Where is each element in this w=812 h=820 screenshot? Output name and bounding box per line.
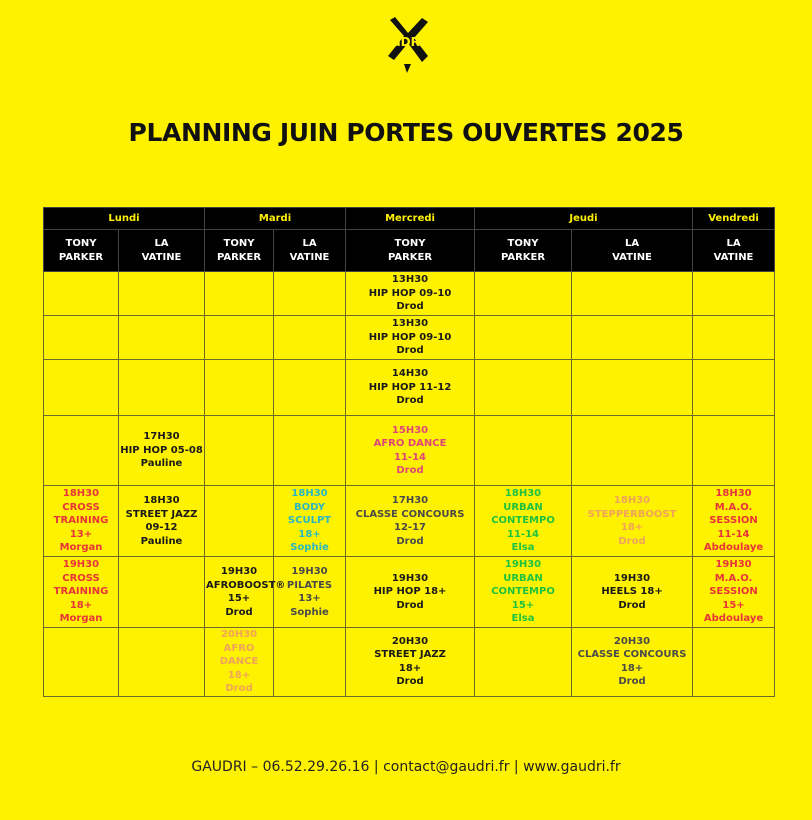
page-title: PLANNING JUIN PORTES OUVERTES 2025: [128, 118, 684, 147]
empty-slot: [119, 557, 205, 628]
class-teacher: Abdoulaye: [703, 613, 764, 625]
schedule-table: [43, 207, 775, 697]
class-info: STREET JAZZ: [374, 649, 446, 661]
class-slot: [572, 486, 693, 557]
class-info: HEELS 18+: [601, 586, 663, 598]
empty-slot: [572, 316, 693, 360]
class-teacher: Drod: [225, 683, 253, 694]
empty-slot: [475, 416, 572, 486]
venue-header: [346, 230, 475, 272]
class-info: STREET JAZZ: [125, 508, 198, 520]
class-time: 15H30: [391, 424, 429, 436]
venue-header: [205, 230, 274, 272]
venue-label-line: LA: [302, 238, 317, 249]
class-time: 14H30: [391, 368, 429, 380]
venue-label-line: TONY: [65, 238, 97, 249]
empty-slot: [693, 272, 775, 316]
empty-slot: [44, 272, 119, 316]
class-info: TRAINING: [53, 586, 109, 598]
empty-slot: [119, 360, 205, 416]
class-slot: [274, 486, 346, 557]
class-slot: [346, 628, 475, 697]
empty-slot: [119, 628, 205, 697]
venue-label-line: LA: [726, 238, 741, 249]
empty-slot: [44, 316, 119, 360]
empty-slot: [205, 272, 274, 316]
class-info: 15+: [511, 599, 535, 611]
empty-slot: [572, 360, 693, 416]
class-slot: [475, 486, 572, 557]
empty-slot: [572, 272, 693, 316]
class-info: HIP HOP 09-10: [368, 287, 452, 299]
class-teacher: Drod: [618, 676, 646, 688]
empty-slot: [693, 416, 775, 486]
class-time: 17H30: [143, 431, 180, 443]
class-info: HIP HOP 05-08: [120, 444, 203, 456]
logo-brush-x-icon: [384, 16, 432, 74]
class-slot: [44, 557, 119, 628]
schedule-row: [44, 416, 775, 486]
empty-slot: [475, 628, 572, 697]
venue-header: [572, 230, 693, 272]
class-slot: [346, 486, 475, 557]
day-header-vendredi: Vendredi: [693, 208, 775, 230]
class-time: 20H30: [220, 629, 258, 640]
empty-slot: [274, 416, 346, 486]
class-time: 19H30: [62, 559, 100, 571]
venue-label-line: PARKER: [58, 251, 104, 263]
class-time: 18H30: [715, 488, 752, 500]
class-teacher: Morgan: [59, 542, 103, 554]
empty-slot: [475, 360, 572, 416]
class-info: CLASSE CONCOURS 12-17: [355, 508, 465, 533]
schedule-row: [44, 486, 775, 557]
empty-slot: [572, 416, 693, 486]
class-info: 18+: [620, 522, 644, 533]
venue-label-line: PARKER: [216, 251, 262, 263]
logo-text: uDRi: [392, 35, 424, 49]
venue-header: [119, 230, 205, 272]
class-info: 11-14: [394, 451, 426, 463]
class-time: 19H30: [715, 559, 752, 571]
class-time: 19H30: [220, 566, 258, 577]
class-info: 11-14: [507, 528, 539, 540]
class-info: HIP HOP 09-10: [368, 331, 452, 343]
class-teacher: Elsa: [511, 542, 535, 554]
empty-slot: [693, 360, 775, 416]
class-time: 13H30: [391, 274, 429, 286]
empty-slot: [205, 316, 274, 360]
class-time: 18H30: [613, 495, 651, 506]
empty-slot: [274, 272, 346, 316]
venue-label-line: TONY: [394, 238, 426, 249]
class-info: 15+: [227, 593, 251, 604]
class-info: CLASSE CONCOURS 18+: [577, 649, 687, 674]
class-time: 20H30: [613, 635, 651, 647]
class-slot: [693, 486, 775, 557]
venue-label-line: VATINE: [612, 251, 652, 263]
class-time: 18H30: [504, 488, 542, 500]
day-header-row: [44, 208, 775, 230]
empty-slot: [205, 486, 274, 557]
class-teacher: Drod: [396, 395, 424, 407]
day-header-lundi: Lundi: [44, 208, 205, 230]
class-time: 19H30: [291, 566, 328, 577]
class-time: 17H30: [391, 495, 429, 506]
class-time: 18H30: [143, 495, 180, 506]
class-info: 18+: [69, 599, 93, 611]
empty-slot: [693, 628, 775, 697]
class-teacher: Drod: [225, 606, 253, 618]
class-info: 11-14: [717, 528, 750, 540]
class-info: 18+: [398, 662, 422, 674]
class-teacher: Drod: [396, 301, 424, 313]
class-info: URBAN CONTEMPO: [491, 572, 555, 598]
schedule-row: [44, 316, 775, 360]
day-header-jeudi: Jeudi: [475, 208, 693, 230]
class-time: 19H30: [504, 559, 542, 571]
venue-label-line: PARKER: [387, 251, 433, 263]
class-info: BODY SCULPT: [287, 501, 332, 527]
class-info: 13+: [298, 593, 321, 604]
class-info: STEPPERBOOST: [587, 508, 677, 520]
class-slot: [572, 557, 693, 628]
empty-slot: [274, 316, 346, 360]
empty-slot: [274, 360, 346, 416]
venue-label-line: VATINE: [289, 251, 330, 263]
class-teacher: Drod: [396, 465, 424, 476]
class-info: 09-12: [145, 522, 178, 533]
empty-slot: [205, 416, 274, 486]
empty-slot: [274, 628, 346, 697]
class-teacher: Pauline: [140, 458, 183, 470]
empty-slot: [44, 360, 119, 416]
empty-slot: [44, 416, 119, 486]
day-header-mercredi: Mercredi: [346, 208, 475, 230]
class-slot: [205, 628, 274, 697]
venue-label-line: VATINE: [141, 251, 182, 263]
venue-label-line: VATINE: [713, 251, 754, 263]
venue-header: [44, 230, 119, 272]
class-teacher: Morgan: [59, 613, 103, 625]
schedule-row: [44, 557, 775, 628]
class-time: 13H30: [391, 318, 429, 330]
class-slot: [274, 557, 346, 628]
class-info: 15+: [722, 599, 745, 611]
venue-label-line: TONY: [507, 238, 539, 249]
venue-label-line: LA: [624, 238, 640, 249]
class-slot: [44, 486, 119, 557]
class-info: URBAN CONTEMPO: [491, 501, 555, 527]
class-teacher: Abdoulaye: [703, 542, 764, 554]
class-info: 18+: [298, 528, 321, 540]
empty-slot: [475, 272, 572, 316]
venue-label-line: TONY: [223, 238, 255, 249]
schedule-body: [44, 272, 775, 697]
class-slot: [693, 557, 775, 628]
venue-header: [274, 230, 346, 272]
gaudri-logo: [384, 16, 432, 74]
venue-header: [693, 230, 775, 272]
class-time: 20H30: [391, 635, 429, 647]
empty-slot: [205, 360, 274, 416]
empty-slot: [475, 316, 572, 360]
class-slot: [346, 360, 475, 416]
class-teacher: Sophie: [290, 606, 329, 618]
class-teacher: Drod: [396, 535, 424, 547]
class-info: CROSS: [62, 501, 100, 513]
class-slot: [475, 557, 572, 628]
day-header-mardi: Mardi: [205, 208, 346, 230]
class-info: AFRO DANCE: [219, 642, 259, 667]
class-slot: [205, 557, 286, 628]
schedule-row: [44, 272, 775, 316]
class-info: HIP HOP 18+: [373, 586, 447, 598]
class-info: M.A.O. SESSION: [709, 501, 758, 527]
class-info: PILATES: [286, 579, 333, 591]
venue-header-row: [44, 230, 775, 272]
class-info: 13+: [69, 528, 93, 540]
class-time: 19H30: [391, 572, 429, 584]
footer-contact: GAUDRI – 06.52.29.26.16 | contact@gaudri.fr | www.gaudri.fr: [191, 759, 621, 775]
class-slot: [119, 486, 205, 557]
empty-slot: [693, 316, 775, 360]
class-teacher: Drod: [396, 345, 424, 357]
schedule-row: [44, 360, 775, 416]
venue-label-line: PARKER: [500, 251, 546, 263]
venue-label-line: LA: [154, 238, 169, 249]
venue-header: [475, 230, 572, 272]
class-teacher: Pauline: [140, 535, 183, 547]
class-time: 18H30: [291, 488, 328, 500]
class-slot: [119, 416, 205, 486]
class-teacher: Drod: [618, 599, 646, 611]
class-info: AFRO DANCE: [373, 438, 447, 449]
class-time: 19H30: [613, 572, 651, 584]
empty-slot: [44, 628, 119, 697]
empty-slot: [119, 316, 205, 360]
class-teacher: Elsa: [511, 613, 535, 625]
class-info: AFROBOOST®: [206, 579, 286, 591]
class-info: TRAINING: [53, 515, 109, 527]
schedule-row: [44, 628, 775, 697]
class-slot: [346, 557, 475, 628]
empty-slot: [119, 272, 205, 316]
class-slot: [572, 628, 693, 697]
class-slot: [346, 272, 475, 316]
class-info: CROSS: [62, 572, 100, 584]
class-teacher: Drod: [396, 676, 424, 688]
class-info: M.A.O. SESSION: [709, 572, 758, 598]
class-teacher: Drod: [396, 599, 424, 611]
class-teacher: Sophie: [290, 542, 329, 554]
class-time: 18H30: [62, 488, 100, 500]
class-info: 18+: [227, 669, 251, 681]
class-info: HIP HOP 11-12: [368, 381, 452, 393]
class-slot: [346, 416, 475, 486]
class-slot: [346, 316, 475, 360]
class-teacher: Drod: [618, 535, 646, 547]
